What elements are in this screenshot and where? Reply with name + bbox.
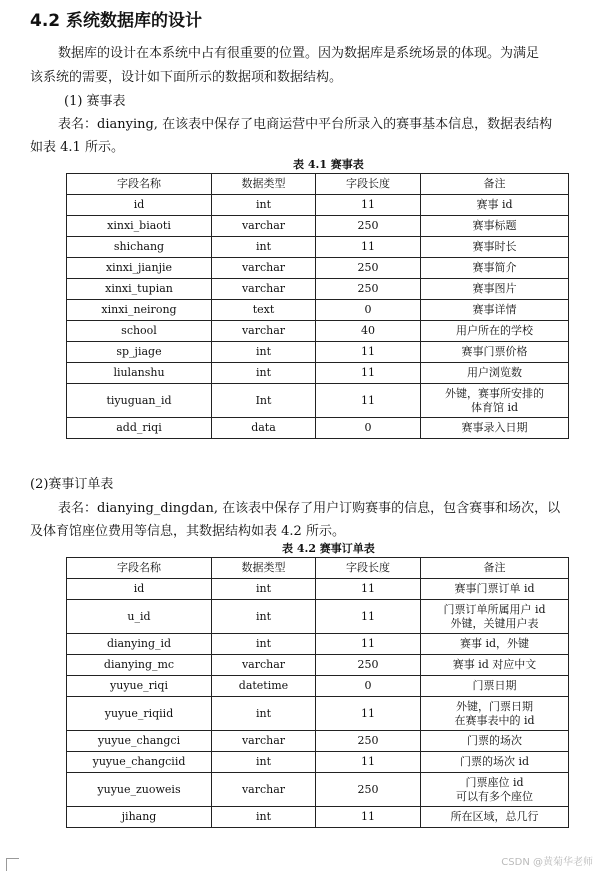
table1-caption: 表 4.1 赛事表 bbox=[293, 158, 364, 171]
field-length-cell: 250 bbox=[316, 258, 421, 279]
table1-desc-line-1: 表名：dianying, 在该表中保存了电商运营中平台所录入的赛事基本信息，数据表结构 bbox=[58, 117, 553, 132]
note-cell: 赛事标题 bbox=[421, 216, 569, 237]
note-cell: 外键，门票日期 在赛事表中的 id bbox=[421, 697, 569, 731]
field-length-cell: 250 bbox=[316, 731, 421, 752]
table-row bbox=[67, 773, 569, 807]
field-name-cell: liulanshu bbox=[67, 363, 212, 384]
data-type-cell: data bbox=[212, 418, 316, 439]
field-name-cell: dianying_id bbox=[67, 634, 212, 655]
note-cell: 门票座位 id 可以有多个座位 bbox=[421, 773, 569, 807]
data-type-cell: varchar bbox=[212, 773, 316, 807]
field-name-cell: xinxi_neirong bbox=[67, 300, 212, 321]
field-length-cell: 250 bbox=[316, 279, 421, 300]
note-cell: 门票的场次 id bbox=[421, 752, 569, 773]
field-length-cell: 11 bbox=[316, 579, 421, 600]
csdn-watermark: CSDN @黄菊华老师 bbox=[501, 857, 593, 868]
field-name-cell: xinxi_biaoti bbox=[67, 216, 212, 237]
table-row bbox=[67, 384, 569, 418]
data-type-cell: int bbox=[212, 807, 316, 828]
table-row bbox=[67, 676, 569, 697]
table-header-row bbox=[67, 558, 569, 579]
data-type-cell: datetime bbox=[212, 676, 316, 697]
section-heading: 4.2 系统数据库的设计 bbox=[30, 11, 203, 31]
field-name-cell: yuyue_zuoweis bbox=[67, 773, 212, 807]
table-row bbox=[67, 418, 569, 439]
data-type-cell: int bbox=[212, 195, 316, 216]
data-type-cell: varchar bbox=[212, 258, 316, 279]
note-cell: 赛事门票价格 bbox=[421, 342, 569, 363]
data-type-cell: int bbox=[212, 342, 316, 363]
field-length-cell: 250 bbox=[316, 773, 421, 807]
note-cell: 赛事 id bbox=[421, 195, 569, 216]
table1-desc-line-2: 如表 4.1 所示。 bbox=[30, 140, 124, 155]
data-type-cell: text bbox=[212, 300, 316, 321]
note-cell: 门票订单所属用户 id 外键，关键用户表 bbox=[421, 600, 569, 634]
table-row bbox=[67, 279, 569, 300]
note-cell: 外键，赛事所安排的 体育馆 id bbox=[421, 384, 569, 418]
field-length-cell: 11 bbox=[316, 342, 421, 363]
note-cell: 赛事录入日期 bbox=[421, 418, 569, 439]
field-length-cell: 11 bbox=[316, 600, 421, 634]
column-header: 数据类型 bbox=[212, 558, 316, 579]
note-cell: 赛事图片 bbox=[421, 279, 569, 300]
field-name-cell: tiyuguan_id bbox=[67, 384, 212, 418]
data-type-cell: int bbox=[212, 600, 316, 634]
field-name-cell: school bbox=[67, 321, 212, 342]
field-name-cell: id bbox=[67, 195, 212, 216]
field-name-cell: shichang bbox=[67, 237, 212, 258]
data-type-cell: int bbox=[212, 752, 316, 773]
table-header-row bbox=[67, 174, 569, 195]
note-cell: 赛事时长 bbox=[421, 237, 569, 258]
field-length-cell: 11 bbox=[316, 195, 421, 216]
column-header: 字段长度 bbox=[316, 558, 421, 579]
table-row bbox=[67, 342, 569, 363]
data-type-cell: int bbox=[212, 579, 316, 600]
field-length-cell: 11 bbox=[316, 363, 421, 384]
subsection-title-2: (2)赛事订单表 bbox=[30, 477, 114, 492]
field-length-cell: 11 bbox=[316, 384, 421, 418]
field-name-cell: yuyue_riqiid bbox=[67, 697, 212, 731]
table2-desc-line-2: 及体育馆座位费用等信息，其数据结构如表 4.2 所示。 bbox=[30, 524, 345, 539]
field-name-cell: dianying_mc bbox=[67, 655, 212, 676]
field-length-cell: 250 bbox=[316, 216, 421, 237]
table-row bbox=[67, 216, 569, 237]
field-name-cell: yuyue_riqi bbox=[67, 676, 212, 697]
field-name-cell: yuyue_changci bbox=[67, 731, 212, 752]
table2-desc-line-1: 表名：dianying_dingdan, 在该表中保存了用户订购赛事的信息，包含赛事和场次，以 bbox=[58, 501, 561, 516]
table-row bbox=[67, 634, 569, 655]
field-name-cell: yuyue_changciid bbox=[67, 752, 212, 773]
table-row bbox=[67, 237, 569, 258]
note-cell: 门票日期 bbox=[421, 676, 569, 697]
field-name-cell: xinxi_jianjie bbox=[67, 258, 212, 279]
note-cell: 用户浏览数 bbox=[421, 363, 569, 384]
field-name-cell: add_riqi bbox=[67, 418, 212, 439]
data-type-cell: Int bbox=[212, 384, 316, 418]
note-cell: 赛事门票订单 id bbox=[421, 579, 569, 600]
note-cell: 所在区域，总几行 bbox=[421, 807, 569, 828]
table-4-1 bbox=[66, 173, 569, 439]
field-name-cell: xinxi_tupian bbox=[67, 279, 212, 300]
field-length-cell: 11 bbox=[316, 237, 421, 258]
table-row bbox=[67, 600, 569, 634]
field-name-cell: jihang bbox=[67, 807, 212, 828]
note-cell: 门票的场次 bbox=[421, 731, 569, 752]
note-cell: 赛事 id，外键 bbox=[421, 634, 569, 655]
intro-line-1: 数据库的设计在本系统中占有很重要的位置。因为数据库是系统场景的体现。为满足 bbox=[58, 46, 540, 61]
data-type-cell: int bbox=[212, 363, 316, 384]
data-type-cell: varchar bbox=[212, 321, 316, 342]
field-length-cell: 11 bbox=[316, 807, 421, 828]
note-cell: 赛事详情 bbox=[421, 300, 569, 321]
field-length-cell: 11 bbox=[316, 752, 421, 773]
data-type-cell: int bbox=[212, 634, 316, 655]
field-length-cell: 0 bbox=[316, 418, 421, 439]
field-length-cell: 11 bbox=[316, 697, 421, 731]
field-name-cell: u_id bbox=[67, 600, 212, 634]
page-corner-mark bbox=[6, 858, 19, 871]
data-type-cell: varchar bbox=[212, 279, 316, 300]
field-length-cell: 40 bbox=[316, 321, 421, 342]
column-header: 字段长度 bbox=[316, 174, 421, 195]
field-length-cell: 250 bbox=[316, 655, 421, 676]
field-length-cell: 11 bbox=[316, 634, 421, 655]
table-row bbox=[67, 195, 569, 216]
column-header: 字段名称 bbox=[67, 558, 212, 579]
table2-caption: 表 4.2 赛事订单表 bbox=[282, 542, 375, 555]
subsection-title-1: (1) 赛事表 bbox=[64, 94, 126, 109]
data-type-cell: varchar bbox=[212, 655, 316, 676]
column-header: 备注 bbox=[421, 558, 569, 579]
field-length-cell: 0 bbox=[316, 676, 421, 697]
note-cell: 用户所在的学校 bbox=[421, 321, 569, 342]
field-name-cell: sp_jiage bbox=[67, 342, 212, 363]
table-row bbox=[67, 697, 569, 731]
data-type-cell: int bbox=[212, 237, 316, 258]
column-header: 数据类型 bbox=[212, 174, 316, 195]
data-type-cell: varchar bbox=[212, 731, 316, 752]
table-row bbox=[67, 363, 569, 384]
table-row bbox=[67, 731, 569, 752]
table-row bbox=[67, 807, 569, 828]
column-header: 字段名称 bbox=[67, 174, 212, 195]
data-type-cell: int bbox=[212, 697, 316, 731]
table-row bbox=[67, 300, 569, 321]
table-row bbox=[67, 655, 569, 676]
intro-line-2: 该系统的需要，设计如下面所示的数据项和数据结构。 bbox=[30, 70, 343, 85]
column-header: 备注 bbox=[421, 174, 569, 195]
note-cell: 赛事简介 bbox=[421, 258, 569, 279]
table-row bbox=[67, 579, 569, 600]
field-length-cell: 0 bbox=[316, 300, 421, 321]
table-row bbox=[67, 258, 569, 279]
table-row bbox=[67, 752, 569, 773]
note-cell: 赛事 id 对应中文 bbox=[421, 655, 569, 676]
field-name-cell: id bbox=[67, 579, 212, 600]
data-type-cell: varchar bbox=[212, 216, 316, 237]
table-4-2 bbox=[66, 557, 569, 828]
table-row bbox=[67, 321, 569, 342]
